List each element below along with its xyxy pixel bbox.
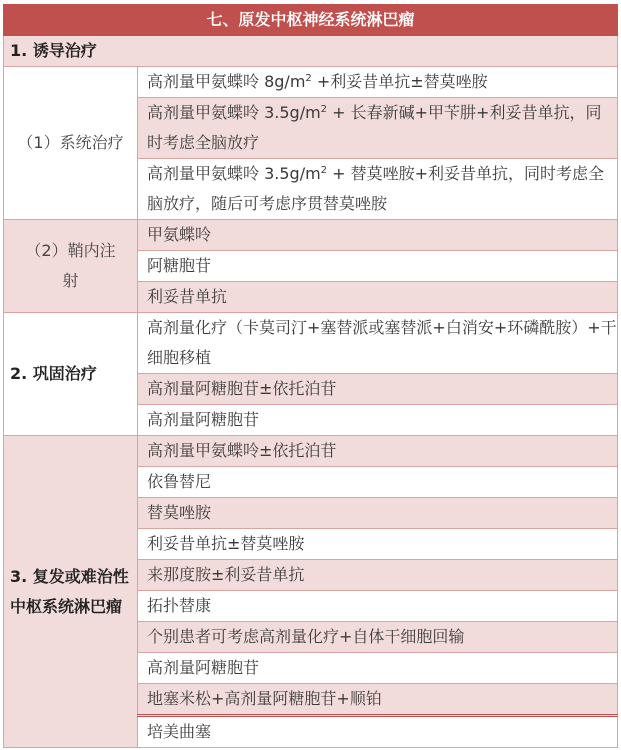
regimen-cell: 利妥昔单抗 <box>138 282 618 313</box>
regimen-text: 高剂量甲氨蝶呤 8g/m <box>147 72 306 91</box>
regimen-cell: 高剂量阿糖胞苷±依托泊苷 <box>138 374 618 405</box>
regimen-cell: 利妥昔单抗±替莫唑胺 <box>138 529 618 560</box>
regimen-cell: 高剂量阿糖胞苷 <box>138 653 618 684</box>
superscript: 2 <box>320 165 328 176</box>
regimen-cell: 培美曲塞 <box>138 716 618 748</box>
section-label-consolidation: 2. 巩固治疗 <box>4 313 138 436</box>
regimen-cell <box>138 98 618 159</box>
section-label-relapsed: 3. 复发或难治性中枢系统淋巴瘤 <box>4 436 138 748</box>
superscript: 2 <box>305 73 312 84</box>
regimen-cell: 拓扑替康 <box>138 591 618 622</box>
regimen-text: 高剂量甲氨蝶呤 3.5g/m <box>147 164 321 183</box>
group-label-intrathecal: （2）鞘内注射 <box>4 220 138 313</box>
title-row <box>4 5 618 36</box>
regimen-cell <box>138 67 618 98</box>
regimen-text: +利妥昔单抗±替莫唑胺 <box>311 72 488 91</box>
regimen-cell: 甲氨蝶呤 <box>138 220 618 251</box>
regimen-cell: 高剂量甲氨蝶呤±依托泊苷 <box>138 436 618 467</box>
treatment-table <box>3 4 618 748</box>
regimen-cell: 个别患者可考虑高剂量化疗+自体干细胞回输 <box>138 622 618 653</box>
section-header-row <box>4 36 618 67</box>
table-row <box>4 436 618 467</box>
regimen-text: + 替莫唑胺+利妥昔单抗，同时考虑全脑放疗，随后可考虑序贯替莫唑胺 <box>147 164 605 213</box>
superscript: 2 <box>320 104 328 115</box>
regimen-cell: 高剂量阿糖胞苷 <box>138 405 618 436</box>
table-row <box>4 313 618 374</box>
regimen-cell: 地塞米松+高剂量阿糖胞苷+顺铂 <box>138 684 618 716</box>
regimen-cell: 依鲁替尼 <box>138 467 618 498</box>
table-title: 七、原发中枢神经系统淋巴瘤 <box>4 5 618 36</box>
regimen-cell: 来那度胺±利妥昔单抗 <box>138 560 618 591</box>
regimen-text: 高剂量甲氨蝶呤 3.5g/m <box>147 103 321 122</box>
section-header-induction: 1. 诱导治疗 <box>4 36 618 67</box>
table-row <box>4 220 618 251</box>
table-row <box>4 67 618 98</box>
regimen-text: + 长春新碱+甲苄肼+利妥昔单抗，同时考虑全脑放疗 <box>147 103 602 152</box>
regimen-cell: 替莫唑胺 <box>138 498 618 529</box>
group-label-systemic: （1）系统治疗 <box>4 67 138 220</box>
regimen-cell: 阿糖胞苷 <box>138 251 618 282</box>
regimen-cell: 高剂量化疗（卡莫司汀+塞替派或塞替派+白消安+环磷酰胺）+干细胞移植 <box>138 313 618 374</box>
regimen-cell <box>138 159 618 220</box>
